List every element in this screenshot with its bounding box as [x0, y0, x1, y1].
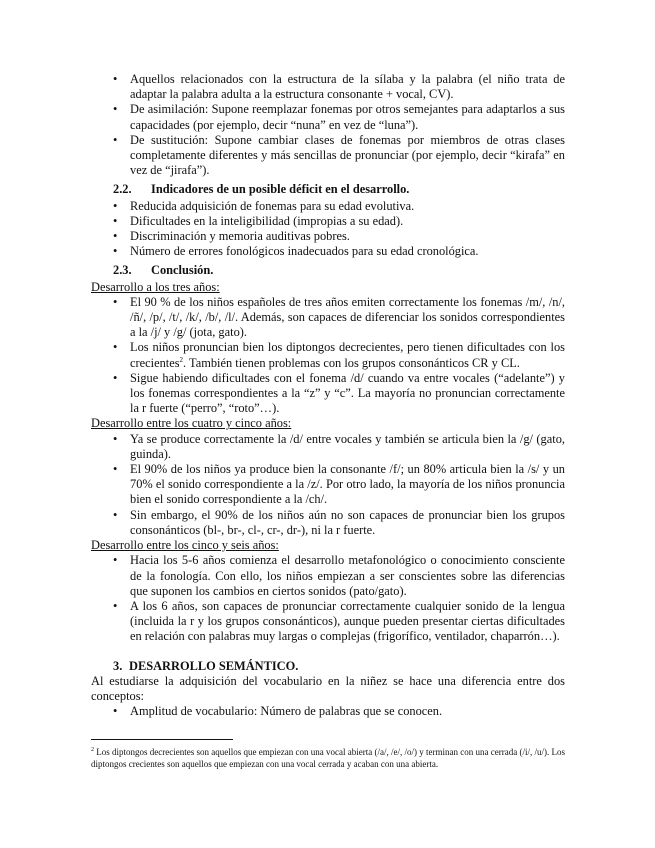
list-item: • Reducida adquisición de fonemas para su edad evolutiva.: [113, 199, 565, 214]
three-years-list: [113, 295, 565, 417]
list-item: • Ya se produce correctamente la /d/ entre vocales y también se articula bien la /g/ (gato, guinda).: [113, 432, 565, 462]
footnote-reference[interactable]: 2: [179, 355, 184, 364]
section-number: 3.: [113, 658, 123, 673]
list-item: • Dificultades en la inteligibilidad (impropias a su edad).: [113, 214, 565, 229]
list-item: • Hacia los 5-6 años comienza el desarrollo metafonológico o conocimiento consciente de la fonología. Con ello, los niños empiezan a ser conscientes sobre las diferencias que suponen los cambios en ciertos sonidos (pato/gato).: [113, 553, 565, 599]
five-six-years-list: [113, 553, 565, 644]
list-item-text: . También tienen problemas con los grupos consonánticos CR y CL.: [183, 355, 520, 370]
list-item: • Amplitud de vocabulario: Número de palabras que se conocen.: [113, 704, 565, 719]
section-number: 2.3.: [113, 263, 132, 278]
deficit-indicators-list: [113, 199, 565, 260]
list-item: • El 90% de los niños ya produce bien la consonante /f/; un 80% articula bien la /s/ y un 70% el sonido correspondiente a la /z/. Por otro lado, la mayoría de los niños pronuncia bien el sonido correspondiente a la /ch/.: [113, 462, 565, 508]
section-heading-2-2: [91, 182, 565, 197]
footnote: [91, 747, 565, 770]
list-item: • Sigue habiendo dificultades con el fonema /d/ cuando va entre vocales (“adelante”) y los fonemas correspondientes a la “z” y “c”. La mayoría no pronuncian correctamente la r fuerte (“perro”, “roto”…).: [113, 371, 565, 417]
footnote-marker: 2: [91, 747, 94, 753]
list-item: [113, 340, 565, 370]
section-heading-2-3: [91, 263, 565, 278]
section-title: Indicadores de un posible déficit en el desarrollo.: [151, 182, 410, 197]
footnote-separator: [91, 739, 233, 740]
semantic-list: [113, 704, 565, 719]
section-heading-3: [91, 659, 565, 674]
section-number: 2.2.: [113, 182, 132, 197]
section-title: DESARROLLO SEMÁNTICO.: [129, 658, 299, 673]
list-item: • De sustitución: Supone cambiar clases de fonemas por miembros de otras clases completamente diferentes y más sencillas de pronunciar (por ejemplo, decir “kirafa” en vez de “jirafa”).: [113, 133, 565, 179]
subheading-five-six-years: Desarrollo entre los cinco y seis años:: [91, 538, 279, 553]
page-content: [91, 72, 565, 719]
subheading-three-years: Desarrollo a los tres años:: [91, 279, 220, 294]
paragraph: Al estudiarse la adquisición del vocabulario en la niñez se hace una diferencia entre dos conceptos:: [91, 673, 565, 703]
four-five-years-list: [113, 432, 565, 538]
section-title: Conclusión.: [151, 263, 214, 278]
list-item: • Aquellos relacionados con la estructura de la sílaba y la palabra (el niño trata de adaptar la palabra adulta a la estructura consonante + vocal, CV).: [113, 72, 565, 102]
list-item: • A los 6 años, son capaces de pronunciar correctamente cualquier sonido de la lengua (incluida la r y los grupos consonánticos), aunque pueden presentar ciertas dificultades en relación con palabras muy largas o complejas (frigorífico, ventilador, chaparrón…).: [113, 599, 565, 645]
list-item: • El 90 % de los niños españoles de tres años emiten correctamente los fonemas /m/, /n/, /ñ/, /p/, /t/, /k/, /b/, /l/. Además, son capaces de diferenciar los sonidos correspondientes a la /j/ y /g/ (jota, gato).: [113, 295, 565, 341]
subheading-four-five-years: Desarrollo entre los cuatro y cinco años:: [91, 416, 292, 431]
list-item-text: Los niños pronuncian bien los diptongos decrecientes, pero tienen dificultades con los crecientes: [130, 340, 565, 370]
intro-list: [113, 72, 565, 178]
list-item: • Número de errores fonológicos inadecuados para su edad cronológica.: [113, 244, 565, 259]
list-item: • Discriminación y memoria auditivas pobres.: [113, 229, 565, 244]
list-item: • Sin embargo, el 90% de los niños aún no son capaces de pronunciar bien los grupos consonánticos (bl-, br-, cl-, cr-, dr-), ni la r fuerte.: [113, 508, 565, 538]
footnote-text: Los diptongos decrecientes son aquellos que empiezan con una vocal abierta (/a/, /e/, /o/) y terminan con una cerrada (/i/, /u/). Los diptongos crecientes son aquellos que empiezan con una vocal cerrada y acaban con una abierta.: [91, 747, 565, 769]
list-item: • De asimilación: Supone reemplazar fonemas por otros semejantes para adaptarlos a sus capacidades (por ejemplo, decir “nuna” en vez de “luna”).: [113, 102, 565, 132]
